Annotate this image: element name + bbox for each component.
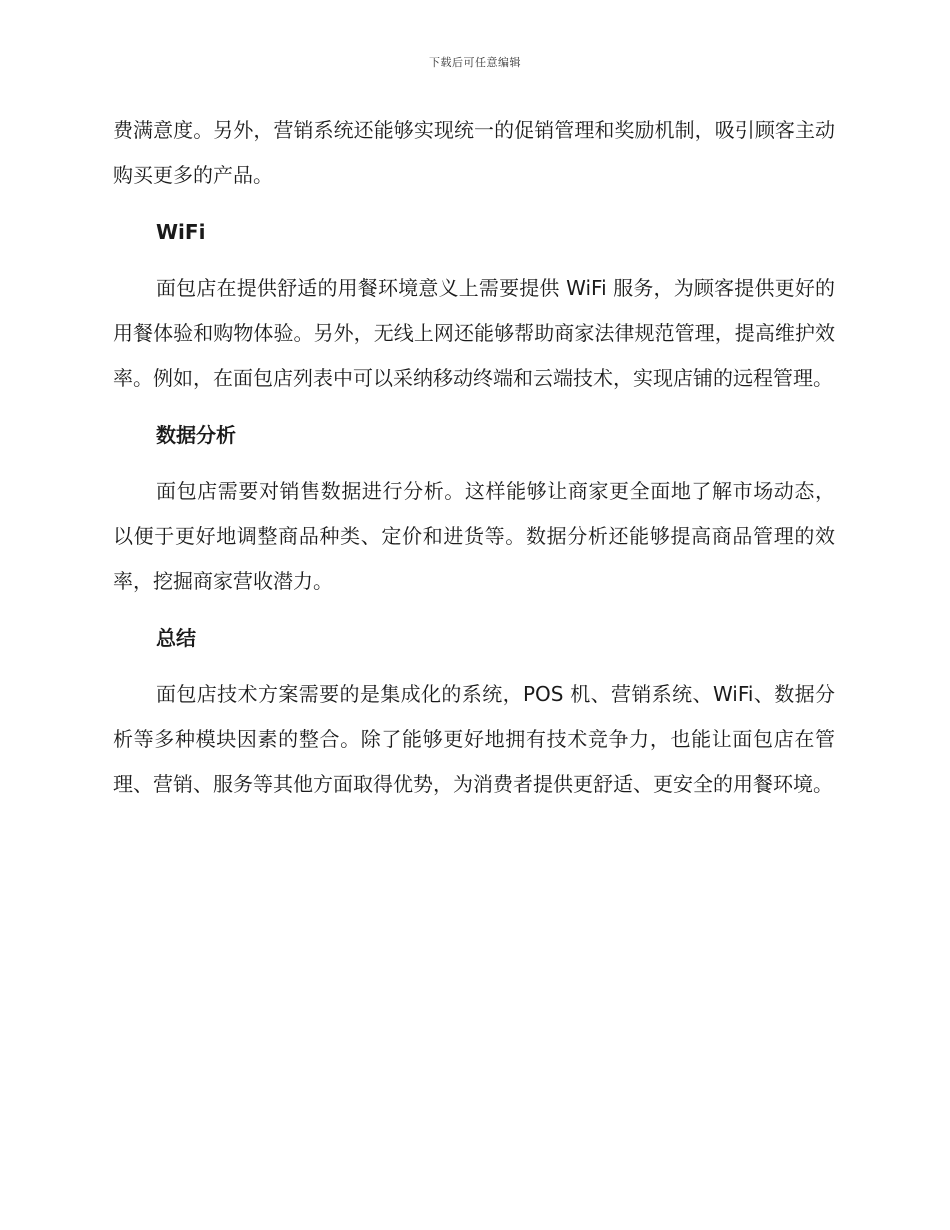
data-analysis-paragraph: 面包店需要对销售数据进行分析。这样能够让商家更全面地了解市场动态，以便于更好地调整商品种类、定价和进货等。数据分析还能够提高商品管理的效率，挖掘商家营收潜力。 bbox=[113, 479, 835, 593]
wifi-paragraph: 面包店在提供舒适的用餐环境意义上需要提供 WiFi 服务，为顾客提供更好的用餐体验和购物体验。另外，无线上网还能够帮助商家法律规范管理，提高维护效率。例如，在面包店列表中可以采纳移动终端和云端技术，实现店铺的远程管理。 bbox=[113, 276, 835, 390]
document-body bbox=[113, 108, 835, 807]
wifi-heading: WiFi bbox=[156, 220, 206, 244]
summary-heading: 总结 bbox=[156, 626, 196, 650]
page-header-note: 下载后可任意编辑 bbox=[429, 56, 521, 69]
data-analysis-heading: 数据分析 bbox=[156, 423, 236, 447]
summary-paragraph: 面包店技术方案需要的是集成化的系统，POS 机、营销系统、WiFi、数据分析等多种模块因素的整合。除了能够更好地拥有技术竞争力，也能让面包店在管理、营销、服务等其他方面取得优势，为消费者提供更舒适、更安全的用餐环境。 bbox=[113, 682, 835, 796]
intro-paragraph: 费满意度。另外，营销系统还能够实现统一的促销管理和奖励机制，吸引顾客主动购买更多的产品。 bbox=[113, 118, 835, 187]
